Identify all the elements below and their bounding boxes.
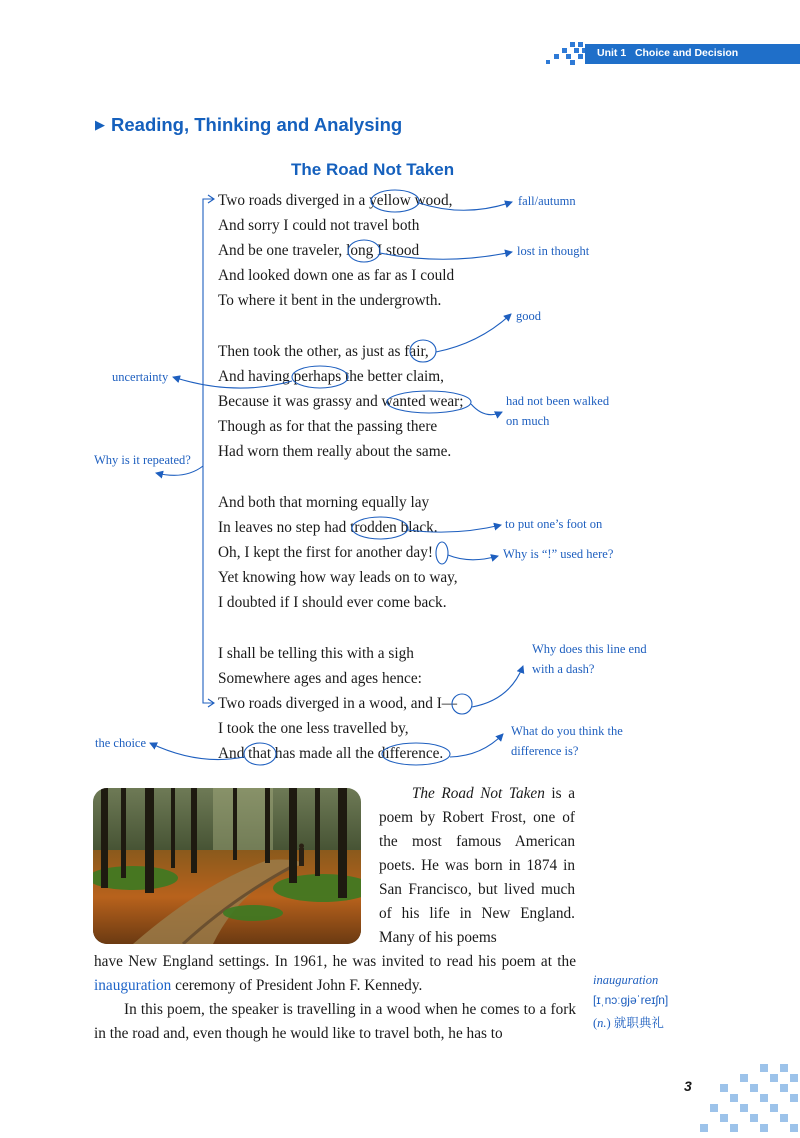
poem-line: And both that morning equally lay bbox=[218, 494, 430, 511]
annotation-that: the choice bbox=[95, 736, 147, 750]
intro-text-start: have New England settings. In 1961, he was invited to read his poem at the bbox=[94, 953, 576, 970]
annotation-dash-line1: Why does this line end bbox=[532, 642, 647, 656]
arrow-wanted-wear bbox=[471, 404, 502, 415]
poem-line: Had worn them really about the same. bbox=[218, 443, 452, 460]
keyword-inauguration: inauguration bbox=[94, 977, 172, 994]
intro-text-end: ceremony of President John F. Kennedy. bbox=[171, 977, 423, 994]
intro-poem-title: The Road Not Taken bbox=[411, 785, 545, 802]
annotation-exclamation: Why is “!” used here? bbox=[503, 547, 614, 561]
poem-line: Two roads diverged in a wood, and I— bbox=[218, 695, 458, 712]
annotation-repeated: Why is it repeated? bbox=[94, 453, 191, 467]
poem-line: Two roads diverged in a yellow wood, bbox=[218, 192, 453, 209]
poem-line: And that has made all the difference. bbox=[218, 745, 444, 762]
forest-road-photo bbox=[93, 788, 361, 944]
poem-line: I doubted if I should ever come back. bbox=[218, 594, 447, 611]
arrow-fair bbox=[436, 314, 511, 352]
annotation-yellow: fall/autumn bbox=[518, 194, 576, 208]
glossary-word: inauguration bbox=[593, 973, 659, 987]
poem-line: I took the one less travelled by, bbox=[218, 720, 409, 737]
poem-line: Because it was grassy and wanted wear; bbox=[218, 393, 464, 410]
annotation-wanted-wear-line1: had not been walked bbox=[506, 394, 610, 408]
poem-line: And looked down one as far as I could bbox=[218, 267, 455, 284]
arrow-exclamation bbox=[448, 555, 498, 560]
poem-line: Though as for that the passing there bbox=[218, 418, 438, 435]
annotation-fair: good bbox=[516, 309, 541, 323]
section-title bbox=[95, 114, 402, 136]
poem-line: Yet knowing how way leads on to way, bbox=[218, 569, 458, 586]
poem-line: To where it bent in the undergrowth. bbox=[218, 292, 442, 309]
glossary-phonetic: [ɪˌnɔːgjəˈreɪʃn] bbox=[593, 993, 669, 1007]
annotation-perhaps: uncertainty bbox=[112, 370, 169, 384]
unit-header bbox=[597, 47, 738, 59]
annotation-trodden: to put one’s foot on bbox=[505, 517, 603, 531]
unit-topic: Choice and Decision bbox=[634, 47, 739, 59]
header-mosaic-decoration bbox=[540, 40, 590, 66]
arrow-difference bbox=[450, 734, 503, 757]
annotation-difference-line1: What do you think the bbox=[511, 724, 623, 738]
poem-line: And be one traveler, long I stood bbox=[218, 242, 420, 259]
poem-line: And having perhaps the better claim, bbox=[218, 368, 444, 385]
poem-line: Then took the other, as just as fair, bbox=[218, 343, 429, 360]
play-triangle-icon: ▶ bbox=[95, 117, 105, 132]
unit-number: Unit 1 bbox=[597, 47, 627, 59]
poem-line: I shall be telling this with a sigh bbox=[218, 645, 414, 662]
section-title-text: Reading, Thinking and Analysing bbox=[111, 114, 403, 135]
poem-line: In leaves no step had trodden black. bbox=[218, 519, 438, 536]
intro-paragraph-2: In this poem, the speaker is travelling in a wood when he comes to a fork in the road and, even though he would like to travel both, he has to bbox=[94, 1001, 576, 1042]
intro-paragraph-full bbox=[94, 950, 576, 1046]
circle-exclamation bbox=[436, 542, 448, 564]
poem-line: Somewhere ages and ages hence: bbox=[218, 670, 422, 687]
intro-text-right: is a poem by Robert Frost, one of the most famous American poets. He was born in 1874 in San Francisco, but lived much of his life in New England. Many of his poems bbox=[379, 785, 575, 946]
intro-paragraph-continued bbox=[94, 950, 576, 998]
poem-line: Oh, I kept the first for another day! bbox=[218, 544, 433, 561]
glossary-definition: (n.) 就职典礼 bbox=[593, 1016, 664, 1030]
poem-line: And sorry I could not travel both bbox=[218, 217, 420, 234]
annotation-difference-line2: difference is? bbox=[511, 744, 579, 758]
corner-mosaic-decoration bbox=[700, 1060, 800, 1138]
repeat-bracket bbox=[203, 199, 214, 703]
annotation-wanted-wear-line2: on much bbox=[506, 414, 550, 428]
intro-paragraph-top bbox=[379, 782, 575, 950]
arrow-dash bbox=[472, 666, 523, 707]
poem-title: The Road Not Taken bbox=[291, 160, 455, 179]
glossary-meaning: 就职典礼 bbox=[613, 1016, 664, 1030]
glossary-pos: n. bbox=[597, 1016, 607, 1030]
annotation-long: lost in thought bbox=[517, 244, 590, 258]
page-number: 3 bbox=[684, 1078, 692, 1094]
annotation-dash-line2: with a dash? bbox=[532, 662, 595, 676]
